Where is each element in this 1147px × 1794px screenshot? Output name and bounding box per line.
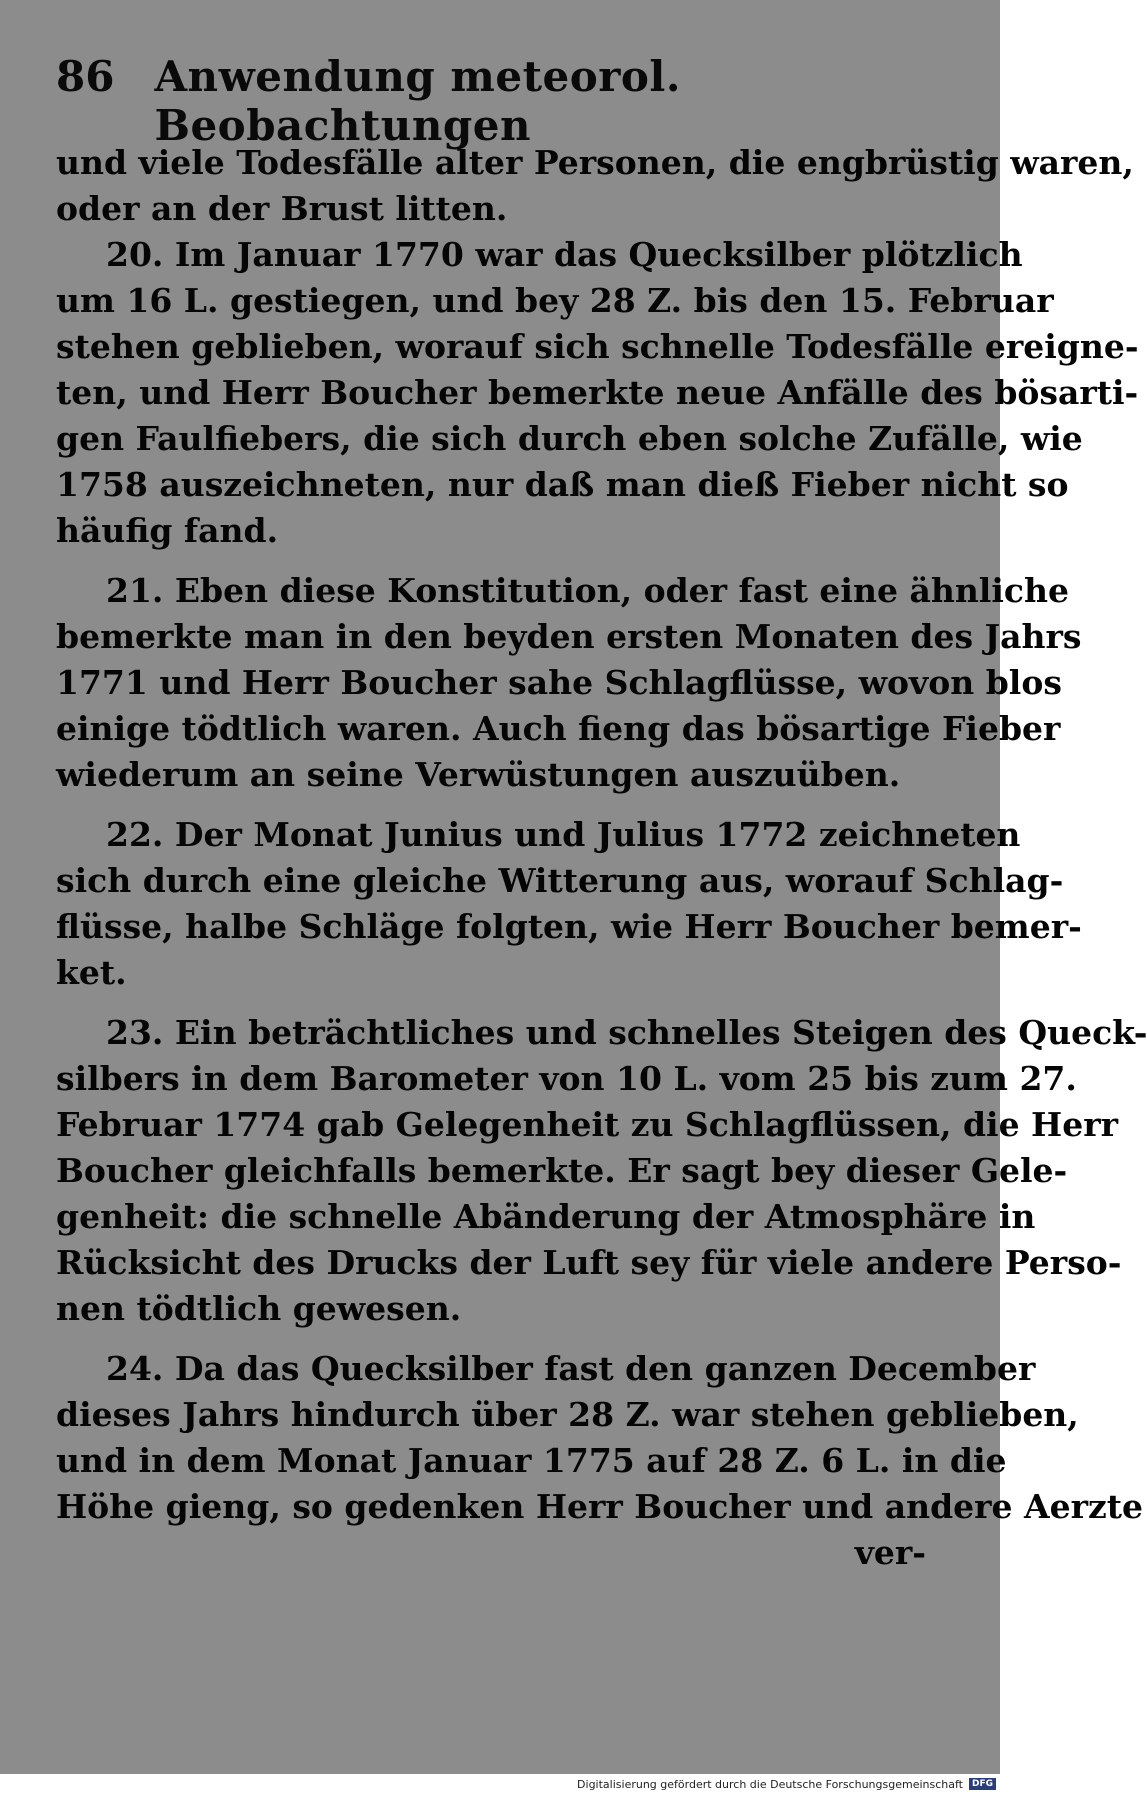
paragraph-gap	[56, 1332, 936, 1346]
funding-credit: Digitalisierung gefördert durch die Deutsche Forschungsgemeinschaft	[577, 1777, 963, 1791]
dfg-logo-icon: DFG	[969, 1778, 996, 1790]
text-line: Höhe gieng, so gedenken Herr Boucher und andere Aerzte	[56, 1487, 1143, 1526]
paragraph-gap	[56, 996, 936, 1010]
text-line: 1758 auszeichneten, nur daß man dieß Fieber nicht so	[56, 465, 1069, 504]
text-line: und viele Todesfälle alter Personen, die engbrüstig waren,	[56, 143, 1134, 182]
body-text	[56, 140, 1147, 1576]
text-line: sich durch eine gleiche Witterung aus, worauf Schlag-	[56, 861, 1064, 900]
page-header	[56, 52, 1000, 150]
text-line: Februar 1774 gab Gelegenheit zu Schlagflüssen, die Herr	[56, 1105, 1118, 1144]
paragraph-gap	[56, 554, 936, 568]
paragraph-start-line: 21. Eben diese Konstitution, oder fast eine ähnliche	[106, 571, 1069, 610]
paragraph-start-line: 24. Da das Quecksilber fast den ganzen December	[106, 1349, 1036, 1388]
paragraph-start-line: 20. Im Januar 1770 war das Quecksilber plötzlich	[106, 235, 1023, 274]
text-line: nen tödtlich gewesen.	[56, 1289, 462, 1328]
text-line: dieses Jahrs hindurch über 28 Z. war stehen geblieben,	[56, 1395, 1079, 1434]
text-line: genheit: die schnelle Abänderung der Atmosphäre in	[56, 1197, 1036, 1236]
text-line: 1771 und Herr Boucher sahe Schlagflüsse, wovon blos	[56, 663, 1062, 702]
text-line: stehen geblieben, worauf sich schnelle Todesfälle ereigne-	[56, 327, 1139, 366]
text-line: um 16 L. gestiegen, und bey 28 Z. bis den 15. Februar	[56, 281, 1054, 320]
text-line: gen Faulfiebers, die sich durch eben solche Zufälle, wie	[56, 419, 1083, 458]
paragraph-start-line: 23. Ein beträchtliches und schnelles Steigen des Queck-	[106, 1013, 1147, 1052]
text-line: einige tödtlich waren. Auch fieng das bösartige Fieber	[56, 709, 1061, 748]
text-line: und in dem Monat Januar 1775 auf 28 Z. 6 L. in die	[56, 1441, 1007, 1480]
digitization-footer	[0, 1774, 1000, 1794]
text-line: häufig fand.	[56, 511, 279, 550]
page-number: 86	[56, 52, 115, 101]
text-line: silbers in dem Barometer von 10 L. vom 25 bis zum 27.	[56, 1059, 1077, 1098]
text-line: ket.	[56, 953, 127, 992]
paragraph-start-line: 22. Der Monat Junius und Julius 1772 zeichneten	[106, 815, 1021, 854]
paragraph-gap	[56, 798, 936, 812]
text-line: ten, und Herr Boucher bemerkte neue Anfälle des bösarti-	[56, 373, 1139, 412]
running-title: Anwendung meteorol. Beobachtungen	[154, 52, 681, 150]
text-line: wiederum an seine Verwüstungen auszuüben.	[56, 755, 901, 794]
text-line: bemerkte man in den beyden ersten Monaten des Jahrs	[56, 617, 1082, 656]
catchword: ver-	[854, 1533, 926, 1572]
text-line: flüsse, halbe Schläge folgten, wie Herr Boucher bemer-	[56, 907, 1082, 946]
text-line: Boucher gleichfalls bemerkte. Er sagt bey dieser Gele-	[56, 1151, 1068, 1190]
text-line: oder an der Brust litten.	[56, 189, 508, 228]
text-line: Rücksicht des Drucks der Luft sey für viele andere Perso-	[56, 1243, 1122, 1282]
